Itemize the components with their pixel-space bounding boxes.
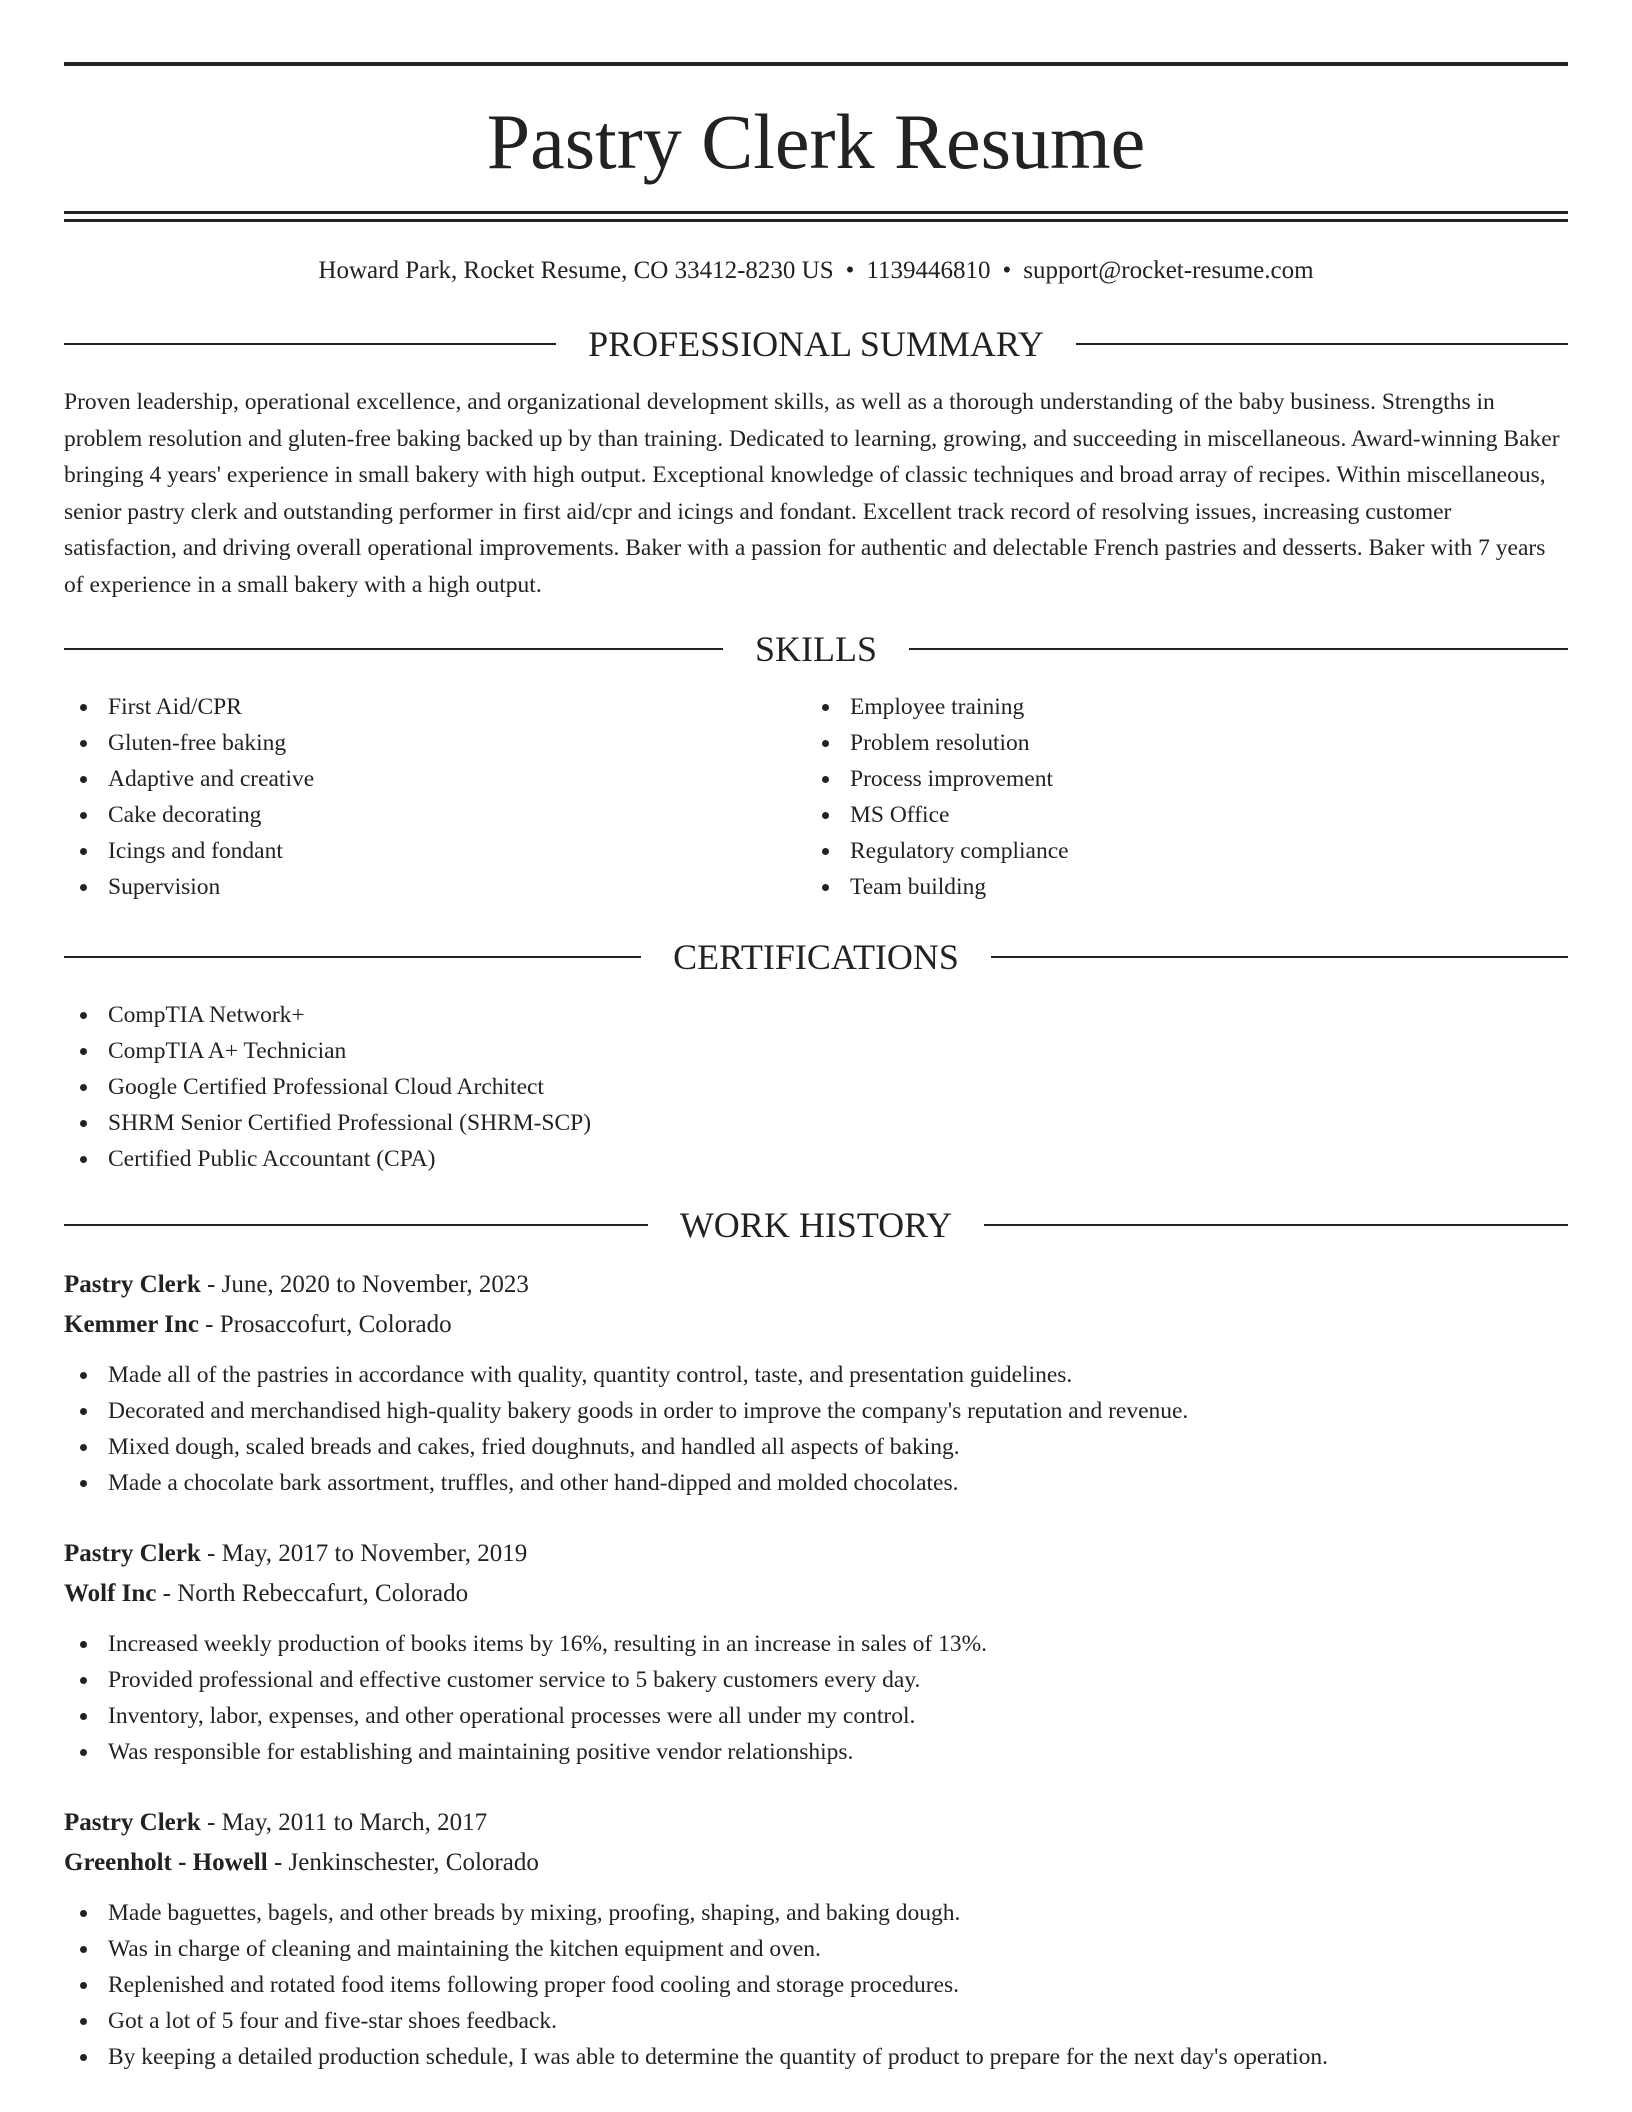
job-dates: - May, 2011 to March, 2017 <box>200 1809 488 1836</box>
job-company-line <box>64 1574 1568 1614</box>
job-location: - North Rebeccafurt, Colorado <box>156 1580 469 1607</box>
job-entry <box>64 1803 1568 2075</box>
job-company: Kemmer Inc <box>64 1311 199 1338</box>
section-header-summary <box>64 326 1568 362</box>
skill-item: Icings and fondant <box>64 833 806 869</box>
job-bullet: Replenished and rotated food items following proper food cooling and storage procedures. <box>64 1967 1568 2003</box>
certification-item: SHRM Senior Certified Professional (SHRM-SCP) <box>64 1105 1568 1141</box>
section-rule <box>1076 343 1568 345</box>
section-title: CERTIFICATIONS <box>673 937 959 977</box>
job-location: - Jenkinschester, Colorado <box>267 1849 539 1876</box>
job-title-line <box>64 1534 1568 1574</box>
job-bullet: Made baguettes, bagels, and other breads by mixing, proofing, shaping, and baking dough. <box>64 1895 1568 1931</box>
job-dates: - June, 2020 to November, 2023 <box>200 1271 529 1298</box>
job-bullet: Was in charge of cleaning and maintaining the kitchen equipment and oven. <box>64 1931 1568 1967</box>
job-bullets <box>64 1357 1568 1501</box>
job-title: Pastry Clerk <box>64 1271 201 1298</box>
skill-item: Gluten-free baking <box>64 725 806 761</box>
section-rule <box>991 956 1568 958</box>
job-bullets <box>64 1895 1568 2075</box>
job-bullet: Provided professional and effective customer service to 5 bakery customers every day. <box>64 1662 1568 1698</box>
contact-separator: • <box>845 257 855 284</box>
section-rule <box>64 648 723 650</box>
certification-item: CompTIA A+ Technician <box>64 1033 1568 1069</box>
job-title: Pastry Clerk <box>64 1540 201 1567</box>
job-bullet: Inventory, labor, expenses, and other operational processes were all under my control. <box>64 1698 1568 1734</box>
section-rule <box>64 956 641 958</box>
section-title: SKILLS <box>755 629 878 669</box>
certification-item: Certified Public Accountant (CPA) <box>64 1141 1568 1177</box>
professional-summary: Proven leadership, operational excellence, and organizational development skills, as well as a thorough understanding of the baby business. Strengths in problem resolution and gluten-free baking backed up by than training. Dedicated to learning, growing, and succeeding in miscellaneous. Award-winning Baker bringing 4 years' experience in small bakery with high output. Exceptional knowledge of classic techniques and broad array of recipes. Within miscellaneous, senior pastry clerk and outstanding performer in first aid/cpr and icings and fondant. Excellent track record of resolving issues, increasing customer satisfaction, and driving overall operational improvements. Baker with a passion for authentic and delectable French pastries and desserts. Baker with 7 years of experience in a small bakery with a high output. <box>64 389 1560 598</box>
section-header-skills <box>64 631 1568 667</box>
skill-item: Supervision <box>64 869 806 905</box>
section-title: WORK HISTORY <box>679 1205 953 1245</box>
certifications-list <box>64 997 1568 1177</box>
skills-columns <box>64 689 1568 905</box>
job-entry <box>64 1265 1568 1501</box>
contact-phone: 1139446810 <box>866 257 991 284</box>
section-header-work-history <box>64 1207 1568 1243</box>
certification-item: Google Certified Professional Cloud Architect <box>64 1069 1568 1105</box>
job-title-line <box>64 1265 1568 1305</box>
skill-item: MS Office <box>806 797 1548 833</box>
skill-item: Cake decorating <box>64 797 806 833</box>
skill-item: First Aid/CPR <box>64 689 806 725</box>
job-location: - Prosaccofurt, Colorado <box>198 1311 452 1338</box>
job-bullet: Decorated and merchandised high-quality bakery goods in order to improve the company's reputation and revenue. <box>64 1393 1568 1429</box>
job-bullet: Made a chocolate bark assortment, truffles, and other hand-dipped and molded chocolates. <box>64 1465 1568 1501</box>
job-company: Greenholt - Howell <box>64 1849 268 1876</box>
job-bullet: Got a lot of 5 four and five-star shoes feedback. <box>64 2003 1568 2039</box>
section-rule <box>984 1224 1568 1226</box>
contact-separator: • <box>1002 257 1012 284</box>
job-title: Pastry Clerk <box>64 1809 201 1836</box>
job-bullet: By keeping a detailed production schedule, I was able to determine the quantity of product to prepare for the next day's operation. <box>64 2039 1568 2075</box>
job-title-line <box>64 1803 1568 1843</box>
contact-address: Howard Park, Rocket Resume, CO 33412-8230 US <box>318 257 834 284</box>
section-rule <box>64 343 556 345</box>
resume-page <box>64 62 1568 2075</box>
job-company: Wolf Inc <box>64 1580 157 1607</box>
skill-item: Process improvement <box>806 761 1548 797</box>
skill-item: Team building <box>806 869 1548 905</box>
job-dates: - May, 2017 to November, 2019 <box>200 1540 528 1567</box>
resume-title: Pastry Clerk Resume <box>486 98 1146 185</box>
job-bullet: Increased weekly production of books items by 16%, resulting in an increase in sales of 13%. <box>64 1626 1568 1662</box>
job-entry <box>64 1534 1568 1770</box>
skill-item: Employee training <box>806 689 1548 725</box>
section-rule <box>64 1224 648 1226</box>
skill-item: Regulatory compliance <box>806 833 1548 869</box>
job-company-line <box>64 1305 1568 1345</box>
job-bullet: Mixed dough, scaled breads and cakes, fried doughnuts, and handled all aspects of baking. <box>64 1429 1568 1465</box>
section-rule <box>909 648 1568 650</box>
job-bullets <box>64 1626 1568 1770</box>
title-double-rule <box>64 211 1568 222</box>
section-title: PROFESSIONAL SUMMARY <box>588 324 1044 364</box>
job-bullet: Made all of the pastries in accordance with quality, quantity control, taste, and presentation guidelines. <box>64 1357 1568 1393</box>
job-bullet: Was responsible for establishing and maintaining positive vendor relationships. <box>64 1734 1568 1770</box>
section-header-certifications <box>64 939 1568 975</box>
skill-item: Problem resolution <box>806 725 1548 761</box>
skills-list-right <box>806 689 1548 905</box>
contact-line <box>64 256 1568 286</box>
certification-item: CompTIA Network+ <box>64 997 1568 1033</box>
top-rule <box>64 62 1568 66</box>
skill-item: Adaptive and creative <box>64 761 806 797</box>
skills-list-left <box>64 689 806 905</box>
contact-email: support@rocket-resume.com <box>1023 257 1314 284</box>
job-company-line <box>64 1843 1568 1883</box>
